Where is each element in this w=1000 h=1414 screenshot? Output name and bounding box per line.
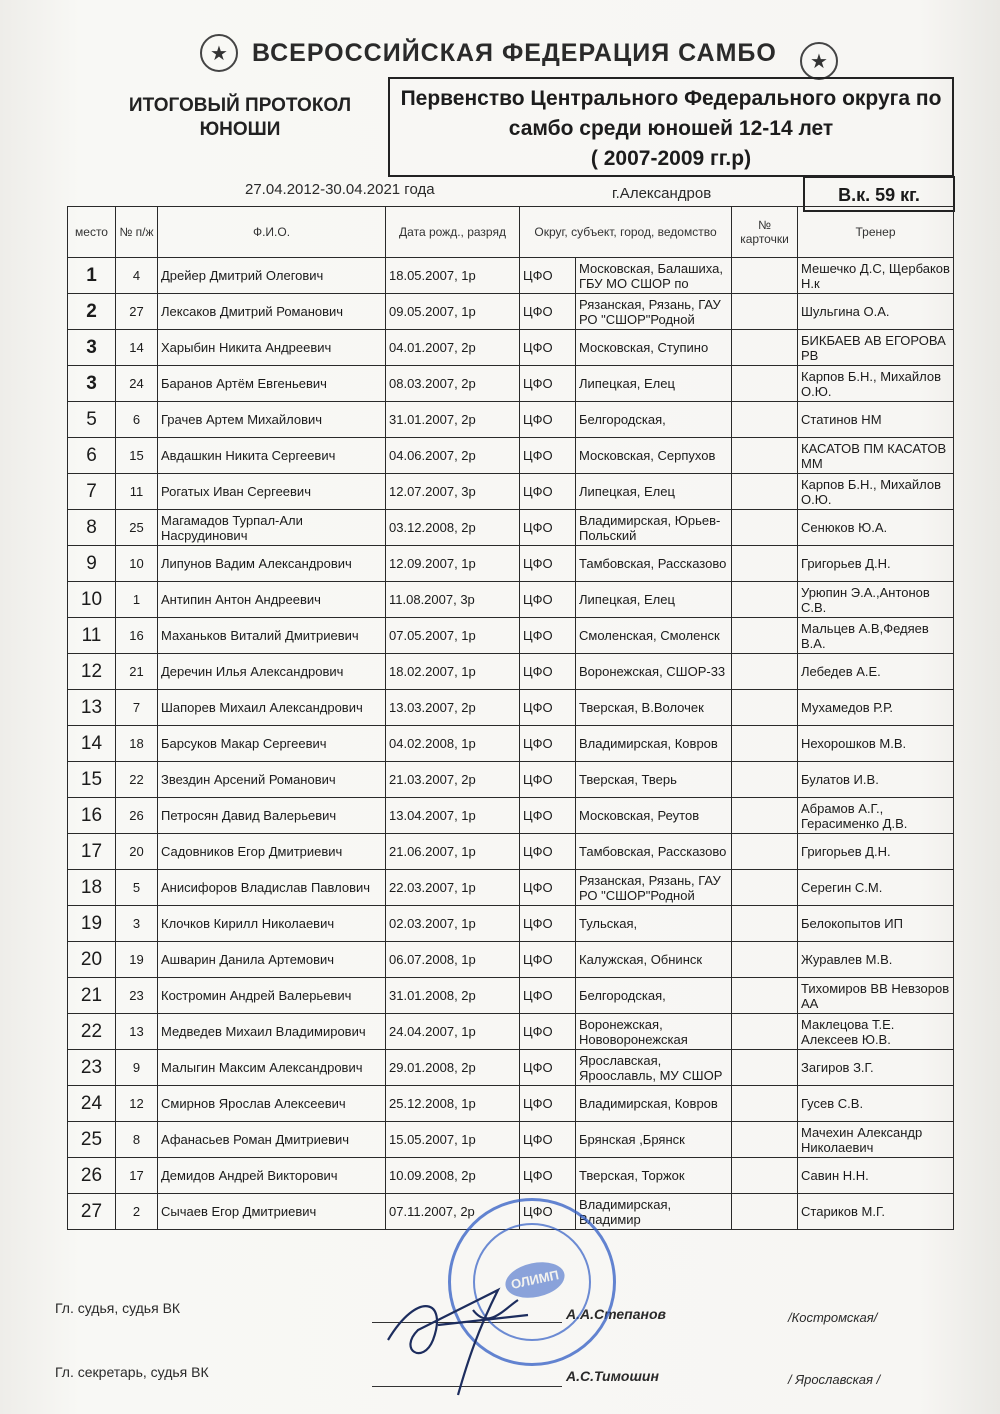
okrug-cell: ЦФО <box>520 870 576 906</box>
number-cell: 13 <box>116 1014 158 1050</box>
okrug-cell: ЦФО <box>520 942 576 978</box>
card-cell <box>732 942 798 978</box>
okrug-cell: ЦФО <box>520 1086 576 1122</box>
okrug-cell: ЦФО <box>520 1014 576 1050</box>
region-cell: Липецкая, Елец <box>576 366 732 402</box>
place-cell: 22 <box>68 1014 116 1050</box>
region-cell: Тверская, Тверь <box>576 762 732 798</box>
coach-cell: Мальцев А.В,Федяев В.А. <box>798 618 954 654</box>
card-cell <box>732 834 798 870</box>
table-row <box>68 690 954 726</box>
federation-header <box>200 34 780 72</box>
birth-cell: 07.05.2007, 1р <box>386 618 520 654</box>
coach-cell: Гусев С.В. <box>798 1086 954 1122</box>
birth-cell: 11.08.2007, 3р <box>386 582 520 618</box>
event-dates: 27.04.2012-30.04.2021 года <box>245 181 435 198</box>
birth-cell: 02.03.2007, 1р <box>386 906 520 942</box>
place-cell: 25 <box>68 1122 116 1158</box>
card-cell <box>732 330 798 366</box>
card-cell <box>732 510 798 546</box>
coach-cell: Карпов Б.Н., Михайлов О.Ю. <box>798 366 954 402</box>
okrug-cell: ЦФО <box>520 762 576 798</box>
number-cell: 6 <box>116 402 158 438</box>
name-cell: Клочков Кирилл Николаевич <box>158 906 386 942</box>
place-cell: 10 <box>68 582 116 618</box>
place-cell: 1 <box>68 258 116 294</box>
name-cell: Магамадов Турпал-Али Насрудинович <box>158 510 386 546</box>
okrug-cell: ЦФО <box>520 402 576 438</box>
place-cell: 18 <box>68 870 116 906</box>
region-cell: Тульская, <box>576 906 732 942</box>
region-cell: Московская, Ступино <box>576 330 732 366</box>
region-cell: Брянская ,Брянск <box>576 1122 732 1158</box>
place-cell: 2 <box>68 294 116 330</box>
coach-cell: Белокопытов ИП <box>798 906 954 942</box>
chief-judge-label: Гл. судья, судья ВК <box>55 1300 181 1316</box>
birth-cell: 06.07.2008, 1р <box>386 942 520 978</box>
okrug-cell: ЦФО <box>520 978 576 1014</box>
place-cell: 7 <box>68 474 116 510</box>
birth-cell: 09.05.2007, 1р <box>386 294 520 330</box>
place-cell: 26 <box>68 1158 116 1194</box>
okrug-cell: ЦФО <box>520 330 576 366</box>
name-cell: Сычаев Егор Дмитриевич <box>158 1194 386 1230</box>
name-cell: Шапорев Михаил Александрович <box>158 690 386 726</box>
coach-cell: Маклецова Т.Е. Алексеев Ю.В. <box>798 1014 954 1050</box>
table-row <box>68 510 954 546</box>
coach-cell: БИКБАЕВ АВ ЕГОРОВА РВ <box>798 330 954 366</box>
number-cell: 16 <box>116 618 158 654</box>
name-cell: Афанасьев Роман Дмитриевич <box>158 1122 386 1158</box>
name-cell: Дрейер Дмитрий Олегович <box>158 258 386 294</box>
coach-cell: Мухамедов Р.Р. <box>798 690 954 726</box>
number-cell: 15 <box>116 438 158 474</box>
place-cell: 11 <box>68 618 116 654</box>
number-cell: 1 <box>116 582 158 618</box>
name-cell: Медведев Михаил Владимирович <box>158 1014 386 1050</box>
chief-secretary-label: Гл. секретарь, судья ВК <box>55 1364 209 1380</box>
star-emblem-icon: ★ <box>200 34 238 72</box>
name-cell: Лексаков Дмитрий Романович <box>158 294 386 330</box>
card-cell <box>732 690 798 726</box>
name-cell: Грачев Артем Михайлович <box>158 402 386 438</box>
region-cell: Владимирская, Владимир <box>576 1194 732 1230</box>
number-cell: 22 <box>116 762 158 798</box>
card-cell <box>732 402 798 438</box>
coach-cell: Стариков М.Г. <box>798 1194 954 1230</box>
name-cell: Костромин Андрей Валерьевич <box>158 978 386 1014</box>
table-row <box>68 726 954 762</box>
place-cell: 20 <box>68 942 116 978</box>
name-cell: Маханьков Виталий Дмитриевич <box>158 618 386 654</box>
place-cell: 13 <box>68 690 116 726</box>
place-cell: 8 <box>68 510 116 546</box>
chief-secretary-name: А.С.Тимошин <box>566 1368 659 1384</box>
number-cell: 23 <box>116 978 158 1014</box>
number-cell: 10 <box>116 546 158 582</box>
number-cell: 18 <box>116 726 158 762</box>
region-cell: Владимирская, Ковров <box>576 726 732 762</box>
region-cell: Московская, Серпухов <box>576 438 732 474</box>
place-cell: 24 <box>68 1086 116 1122</box>
name-cell: Липунов Вадим Александрович <box>158 546 386 582</box>
table-row <box>68 1014 954 1050</box>
okrug-cell: ЦФО <box>520 582 576 618</box>
table-row <box>68 294 954 330</box>
birth-cell: 13.03.2007, 2р <box>386 690 520 726</box>
place-cell: 16 <box>68 798 116 834</box>
number-cell: 8 <box>116 1122 158 1158</box>
name-cell: Петросян Давид Валерьевич <box>158 798 386 834</box>
col-place: место <box>68 207 116 258</box>
place-cell: 5 <box>68 402 116 438</box>
birth-cell: 24.04.2007, 1р <box>386 1014 520 1050</box>
stamp-emblem: ОЛИМП <box>502 1257 568 1303</box>
table-row <box>68 1122 954 1158</box>
championship-line-2: самбо среди юношей 12-14 лет <box>508 117 834 140</box>
coach-cell: Григорьев Д.Н. <box>798 546 954 582</box>
card-cell <box>732 474 798 510</box>
coach-cell: Статинов НМ <box>798 402 954 438</box>
card-cell <box>732 1014 798 1050</box>
number-cell: 3 <box>116 906 158 942</box>
birth-cell: 15.05.2007, 1р <box>386 1122 520 1158</box>
okrug-cell: ЦФО <box>520 258 576 294</box>
card-cell <box>732 582 798 618</box>
region-cell: Московская, Реутов <box>576 798 732 834</box>
place-cell: 6 <box>68 438 116 474</box>
region-cell: Белгородская, <box>576 978 732 1014</box>
name-cell: Деречин Илья Александрович <box>158 654 386 690</box>
region-cell: Московская, Балашиха, ГБУ МО СШОР по <box>576 258 732 294</box>
name-cell: Баранов Артём Евгеньевич <box>158 366 386 402</box>
name-cell: Ашварин Данила Артемович <box>158 942 386 978</box>
number-cell: 19 <box>116 942 158 978</box>
birth-cell: 08.03.2007, 2р <box>386 366 520 402</box>
region-cell: Воронежская, СШОР-33 <box>576 654 732 690</box>
region-cell: Тверская, Торжок <box>576 1158 732 1194</box>
region-cell: Воронежская, Нововоронежская <box>576 1014 732 1050</box>
card-cell <box>732 1050 798 1086</box>
region-cell: Калужская, Обнинск <box>576 942 732 978</box>
chief-judge-name: А.А.Степанов <box>566 1306 666 1322</box>
championship-line-1: Первенство Центрального Федерального округа по <box>400 87 942 110</box>
region-cell: Белгородская, <box>576 402 732 438</box>
okrug-cell: ЦФО <box>520 474 576 510</box>
number-cell: 11 <box>116 474 158 510</box>
col-card: № карточки <box>732 207 798 258</box>
card-cell <box>732 294 798 330</box>
card-cell <box>732 798 798 834</box>
protocol-line-1: ИТОГОВЫЙ ПРОТОКОЛ <box>128 95 352 116</box>
okrug-cell: ЦФО <box>520 906 576 942</box>
place-cell: 19 <box>68 906 116 942</box>
region-cell: Липецкая, Елец <box>576 582 732 618</box>
protocol-title <box>95 94 385 142</box>
col-birth: Дата рожд., разряд <box>386 207 520 258</box>
card-cell <box>732 1158 798 1194</box>
okrug-cell: ЦФО <box>520 438 576 474</box>
name-cell: Харыбин Никита Андреевич <box>158 330 386 366</box>
table-row <box>68 330 954 366</box>
chief-secretary-region: / Ярославская / <box>788 1372 881 1387</box>
results-body <box>68 258 954 1230</box>
coach-cell: Мачехин Александр Николаевич <box>798 1122 954 1158</box>
name-cell: Антипин Антон Андреевич <box>158 582 386 618</box>
place-cell: 21 <box>68 978 116 1014</box>
table-row <box>68 834 954 870</box>
card-cell <box>732 258 798 294</box>
table-row <box>68 870 954 906</box>
birth-cell: 04.02.2008, 1р <box>386 726 520 762</box>
name-cell: Садовников Егор Дмитриевич <box>158 834 386 870</box>
region-cell: Тверская, В.Волочек <box>576 690 732 726</box>
card-cell <box>732 366 798 402</box>
region-cell: Ярославская, Яроославль, МУ СШОР <box>576 1050 732 1086</box>
region-cell: Рязанская, Рязань, ГАУ РО "СШОР"Родной <box>576 870 732 906</box>
okrug-cell: ЦФО <box>520 654 576 690</box>
region-cell: Владимирская, Ковров <box>576 1086 732 1122</box>
region-cell: Тамбовская, Рассказово <box>576 834 732 870</box>
place-cell: 12 <box>68 654 116 690</box>
number-cell: 26 <box>116 798 158 834</box>
place-cell: 9 <box>68 546 116 582</box>
table-row <box>68 978 954 1014</box>
table-row <box>68 366 954 402</box>
table-row <box>68 1158 954 1194</box>
number-cell: 27 <box>116 294 158 330</box>
table-row <box>68 654 954 690</box>
card-cell <box>732 546 798 582</box>
championship-title <box>388 77 954 177</box>
place-cell: 17 <box>68 834 116 870</box>
okrug-cell: ЦФО <box>520 618 576 654</box>
okrug-cell: ЦФО <box>520 546 576 582</box>
birth-cell: 04.01.2007, 2р <box>386 330 520 366</box>
place-cell: 15 <box>68 762 116 798</box>
birth-cell: 31.01.2007, 2р <box>386 402 520 438</box>
card-cell <box>732 906 798 942</box>
region-cell: Владимирская, Юрьев-Польский <box>576 510 732 546</box>
protocol-line-2: ЮНОШИ <box>199 119 281 140</box>
okrug-cell: ЦФО <box>520 726 576 762</box>
birth-cell: 21.03.2007, 2р <box>386 762 520 798</box>
birth-cell: 22.03.2007, 1р <box>386 870 520 906</box>
place-cell: 27 <box>68 1194 116 1230</box>
number-cell: 7 <box>116 690 158 726</box>
star-emblem-icon: ★ <box>800 42 838 80</box>
number-cell: 5 <box>116 870 158 906</box>
number-cell: 14 <box>116 330 158 366</box>
col-number: № п/ж <box>116 207 158 258</box>
coach-cell: Григорьев Д.Н. <box>798 834 954 870</box>
col-name: Ф.И.О. <box>158 207 386 258</box>
birth-cell: 31.01.2008, 2р <box>386 978 520 1014</box>
okrug-cell: ЦФО <box>520 1194 576 1230</box>
weight-category: В.к. 59 кг. <box>803 176 955 212</box>
region-cell: Тамбовская, Рассказово <box>576 546 732 582</box>
birth-cell: 25.12.2008, 1р <box>386 1086 520 1122</box>
birth-cell: 13.04.2007, 1р <box>386 798 520 834</box>
handwritten-signature <box>378 1270 558 1400</box>
coach-cell: Абрамов А.Г., Герасименко Д.В. <box>798 798 954 834</box>
okrug-cell: ЦФО <box>520 294 576 330</box>
okrug-cell: ЦФО <box>520 834 576 870</box>
birth-cell: 04.06.2007, 2р <box>386 438 520 474</box>
okrug-cell: ЦФО <box>520 1050 576 1086</box>
table-row <box>68 618 954 654</box>
table-row <box>68 546 954 582</box>
birth-cell: 12.07.2007, 3р <box>386 474 520 510</box>
coach-cell: Булатов И.В. <box>798 762 954 798</box>
col-region: Округ, субъект, город, ведомство <box>520 207 732 258</box>
region-cell: Липецкая, Елец <box>576 474 732 510</box>
card-cell <box>732 1086 798 1122</box>
table-row <box>68 402 954 438</box>
card-cell <box>732 438 798 474</box>
coach-cell: Урюпин Э.А.,Антонов С.В. <box>798 582 954 618</box>
coach-cell: Мешечко Д.С, Щербаков Н.к <box>798 258 954 294</box>
card-cell <box>732 762 798 798</box>
table-row <box>68 906 954 942</box>
okrug-cell: ЦФО <box>520 366 576 402</box>
card-cell <box>732 870 798 906</box>
number-cell: 17 <box>116 1158 158 1194</box>
table-row <box>68 762 954 798</box>
birth-cell: 29.01.2008, 2р <box>386 1050 520 1086</box>
number-cell: 24 <box>116 366 158 402</box>
number-cell: 9 <box>116 1050 158 1086</box>
number-cell: 2 <box>116 1194 158 1230</box>
table-row <box>68 798 954 834</box>
okrug-cell: ЦФО <box>520 510 576 546</box>
card-cell <box>732 654 798 690</box>
table-row <box>68 582 954 618</box>
birth-cell: 21.06.2007, 1р <box>386 834 520 870</box>
number-cell: 20 <box>116 834 158 870</box>
name-cell: Малыгин Максим Александрович <box>158 1050 386 1086</box>
table-header-row <box>68 207 954 258</box>
coach-cell: Загиров З.Г. <box>798 1050 954 1086</box>
okrug-cell: ЦФО <box>520 1158 576 1194</box>
table-row <box>68 474 954 510</box>
birth-cell: 07.11.2007, 2р <box>386 1194 520 1230</box>
coach-cell: Карпов Б.Н., Михайлов О.Ю. <box>798 474 954 510</box>
number-cell: 21 <box>116 654 158 690</box>
birth-cell: 18.02.2007, 1р <box>386 654 520 690</box>
name-cell: Демидов Андрей Викторович <box>158 1158 386 1194</box>
region-cell: Рязанская, Рязань, ГАУ РО "СШОР"Родной <box>576 294 732 330</box>
coach-cell: Тихомиров ВВ Невзоров АА <box>798 978 954 1014</box>
event-city: г.Александров <box>612 185 712 202</box>
name-cell: Авдашкин Никита Сергеевич <box>158 438 386 474</box>
coach-cell: Сенюков Ю.А. <box>798 510 954 546</box>
okrug-cell: ЦФО <box>520 798 576 834</box>
card-cell <box>732 618 798 654</box>
card-cell <box>732 1194 798 1230</box>
birth-cell: 03.12.2008, 2р <box>386 510 520 546</box>
championship-line-3: ( 2007-2009 гг.р) <box>590 147 752 170</box>
region-cell: Смоленская, Смоленск <box>576 618 732 654</box>
name-cell: Звездин Арсений Романович <box>158 762 386 798</box>
coach-cell: КАСАТОВ ПМ КАСАТОВ ММ <box>798 438 954 474</box>
card-cell <box>732 978 798 1014</box>
federation-name: ВСЕРОССИЙСКАЯ ФЕДЕРАЦИЯ САМБО <box>252 38 777 67</box>
table-row <box>68 258 954 294</box>
birth-cell: 12.09.2007, 1р <box>386 546 520 582</box>
table-row <box>68 1050 954 1086</box>
coach-cell: Шульгина О.А. <box>798 294 954 330</box>
coach-cell: Журавлев М.В. <box>798 942 954 978</box>
name-cell: Барсуков Макар Сергеевич <box>158 726 386 762</box>
table-row <box>68 1086 954 1122</box>
place-cell: 3 <box>68 330 116 366</box>
place-cell: 3 <box>68 366 116 402</box>
place-cell: 23 <box>68 1050 116 1086</box>
okrug-cell: ЦФО <box>520 1122 576 1158</box>
coach-cell: Серегин С.М. <box>798 870 954 906</box>
results-table <box>67 206 954 1230</box>
chief-judge-region: /Костромская/ <box>788 1310 878 1325</box>
name-cell: Анисифоров Владислав Павлович <box>158 870 386 906</box>
table-row <box>68 438 954 474</box>
coach-cell: Савин Н.Н. <box>798 1158 954 1194</box>
coach-cell: Лебедев А.Е. <box>798 654 954 690</box>
name-cell: Рогатых Иван Сергеевич <box>158 474 386 510</box>
okrug-cell: ЦФО <box>520 690 576 726</box>
birth-cell: 18.05.2007, 1р <box>386 258 520 294</box>
col-coach: Тренер <box>798 207 954 258</box>
coach-cell: Нехорошков М.В. <box>798 726 954 762</box>
number-cell: 25 <box>116 510 158 546</box>
name-cell: Смирнов Ярослав Алексеевич <box>158 1086 386 1122</box>
place-cell: 14 <box>68 726 116 762</box>
birth-cell: 10.09.2008, 2р <box>386 1158 520 1194</box>
card-cell <box>732 1122 798 1158</box>
number-cell: 12 <box>116 1086 158 1122</box>
number-cell: 4 <box>116 258 158 294</box>
table-row <box>68 942 954 978</box>
card-cell <box>732 726 798 762</box>
